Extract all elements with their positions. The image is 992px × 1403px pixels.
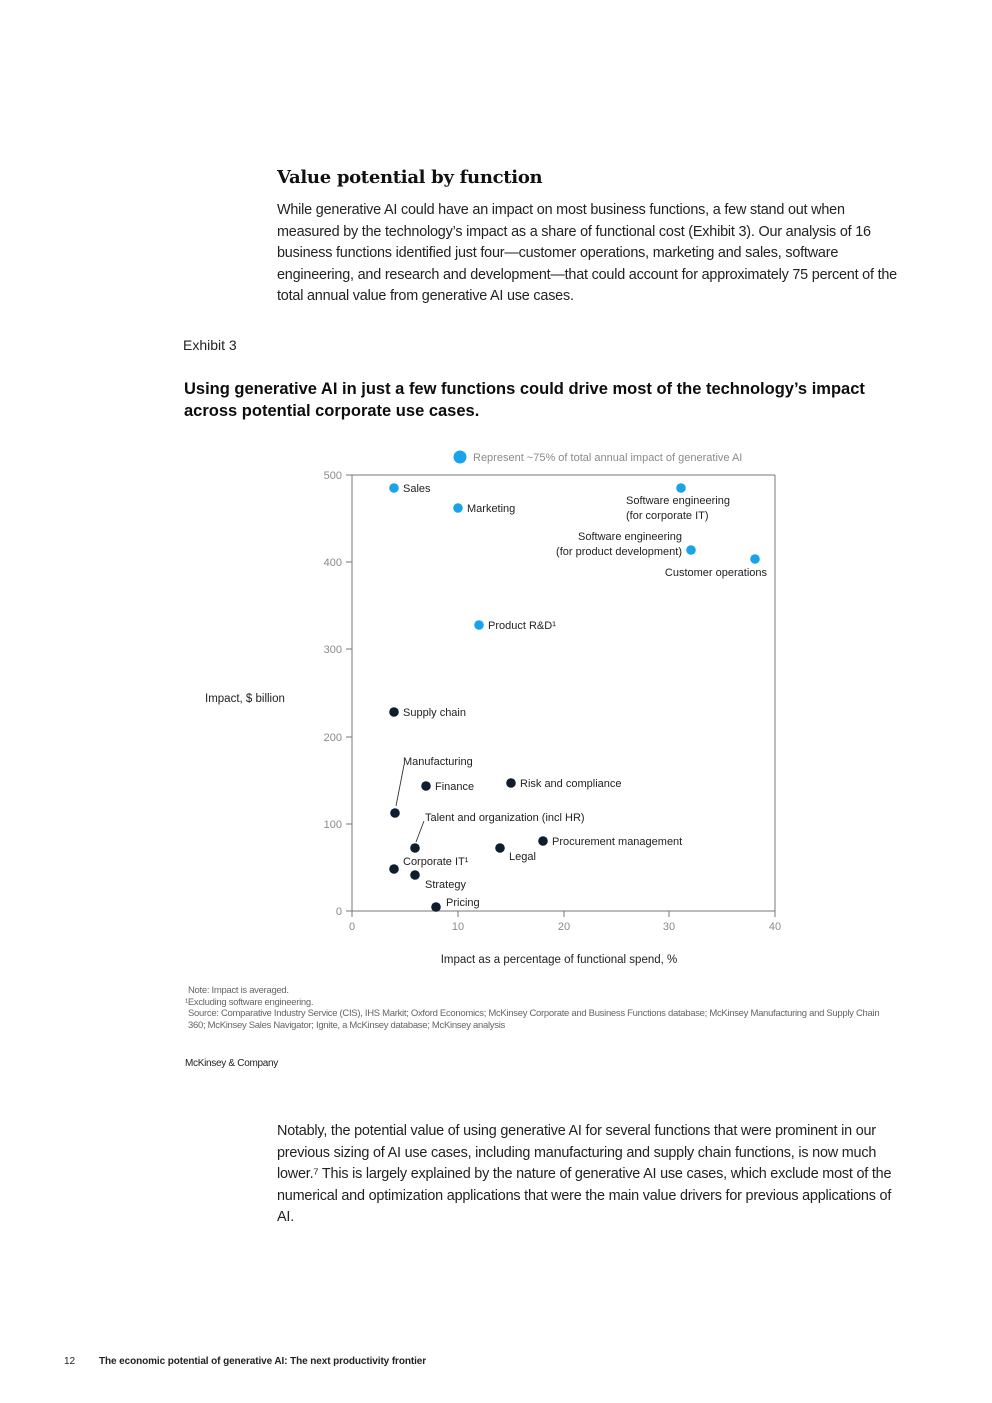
svg-text:Procurement management: Procurement management <box>552 836 683 848</box>
svg-text:0: 0 <box>348 921 356 933</box>
point-finance <box>421 781 431 791</box>
svg-text:Supply chain: Supply chain <box>403 707 466 719</box>
point-marketing <box>453 503 463 513</box>
intro-paragraph: While generative AI could have an impact on most business functions, a few stand out when measured by the technology’s impact as a share of functional cost (Exhibit 3). Our analysis of 16 business functions identified just four—customer operations, marketing and sales, software engineering, and research and development—that could account for approximately 75 percent of the total annual value from generative AI use cases. <box>277 202 897 305</box>
svg-text:Talent and organization (incl: Talent and organization (incl HR) <box>425 812 585 824</box>
point-customer-operations <box>750 554 760 564</box>
svg-text:Software engineering: Software engineering <box>626 495 730 507</box>
svg-text:(for corporate IT): (for corporate IT) <box>626 510 709 522</box>
y-axis-label: Impact, $ billion <box>205 693 285 705</box>
svg-text:Finance: Finance <box>435 781 475 793</box>
svg-text:20: 20 <box>557 921 571 933</box>
point-procurement <box>538 836 548 846</box>
point-sw-product-dev <box>686 545 696 555</box>
point-talent <box>410 843 420 853</box>
exhibit-label: Exhibit 3 <box>183 337 237 353</box>
legend-text: Represent ~75% of total annual impact of generative AI <box>473 452 743 464</box>
scatter-chart <box>0 440 992 980</box>
point-corporate-it <box>389 864 399 874</box>
point-labels <box>403 483 767 909</box>
svg-text:10: 10 <box>451 921 465 933</box>
point-sales <box>389 483 399 493</box>
point-risk-compliance <box>506 778 516 788</box>
footnote-1: ¹Excluding software engineering. <box>185 996 314 1008</box>
svg-text:100: 100 <box>323 819 342 831</box>
exhibit-notes <box>185 985 885 1031</box>
svg-text:Product R&D¹: Product R&D¹ <box>488 620 556 632</box>
point-legal <box>495 843 505 853</box>
other-points <box>389 707 548 912</box>
svg-text:Legal: Legal <box>509 851 536 863</box>
point-pricing <box>431 902 441 912</box>
point-manufacturing <box>390 808 400 818</box>
leader-lines <box>396 765 424 842</box>
svg-text:Customer operations: Customer operations <box>664 567 767 579</box>
svg-text:Marketing: Marketing <box>467 503 516 515</box>
svg-text:Risk and compliance: Risk and compliance <box>520 778 622 790</box>
svg-text:500: 500 <box>323 470 342 482</box>
svg-text:(for product development): (for product development) <box>556 546 682 558</box>
svg-text:Software engineering: Software engineering <box>578 531 682 543</box>
svg-text:Sales: Sales <box>403 483 431 495</box>
legend-highlight-marker-icon <box>454 451 467 464</box>
section-heading: Value potential by function <box>277 167 543 188</box>
svg-text:200: 200 <box>323 732 342 744</box>
point-supply-chain <box>389 707 399 717</box>
point-strategy <box>410 870 420 880</box>
closing-paragraph: Notably, the potential value of using generative AI for several functions that were prominent in our previous sizing of AI use cases, including manufacturing and supply chain functions, is now much lower.⁷ This is largely explained by the nature of generative AI use cases, which exclude most of the numerical and optimization applications that were the main value drivers for previous applications of AI. <box>277 1123 892 1226</box>
plot-frame <box>346 475 775 917</box>
brand-name: McKinsey & Company <box>185 1058 278 1069</box>
svg-text:400: 400 <box>323 557 342 569</box>
x-axis-ticks <box>349 921 781 933</box>
footer-title: The economic potential of generative AI: The next productivity frontier <box>99 1356 427 1367</box>
exhibit-title: Using generative AI in just a few functions could drive most of the technology’s impact across potential corporate use cases. <box>184 380 865 420</box>
source-text: Source: Comparative Industry Service (CIS), IHS Markit; Oxford Economics; McKinsey Corporate and Business Functions database; McKinsey Manufacturing and Supply Chain 360; McKinsey Sales Navigator; Ignite, a McKinsey database; McKinsey analysis <box>188 1008 880 1031</box>
point-sw-corporate-it <box>676 483 686 493</box>
point-product-rd <box>474 620 484 630</box>
svg-text:0: 0 <box>335 906 342 918</box>
note-text: Note: Impact is averaged. <box>188 985 289 996</box>
svg-text:Strategy: Strategy <box>425 879 466 891</box>
x-axis-label: Impact as a percentage of functional spend, % <box>440 954 678 966</box>
page-number: 12 <box>64 1356 76 1367</box>
y-axis-ticks <box>324 470 342 918</box>
svg-text:40: 40 <box>768 921 782 933</box>
svg-text:Corporate IT¹: Corporate IT¹ <box>403 856 469 868</box>
svg-text:Manufacturing: Manufacturing <box>403 756 473 768</box>
svg-text:Pricing: Pricing <box>446 897 480 909</box>
svg-text:300: 300 <box>323 644 342 656</box>
svg-text:30: 30 <box>662 921 676 933</box>
chart-legend <box>454 451 743 465</box>
